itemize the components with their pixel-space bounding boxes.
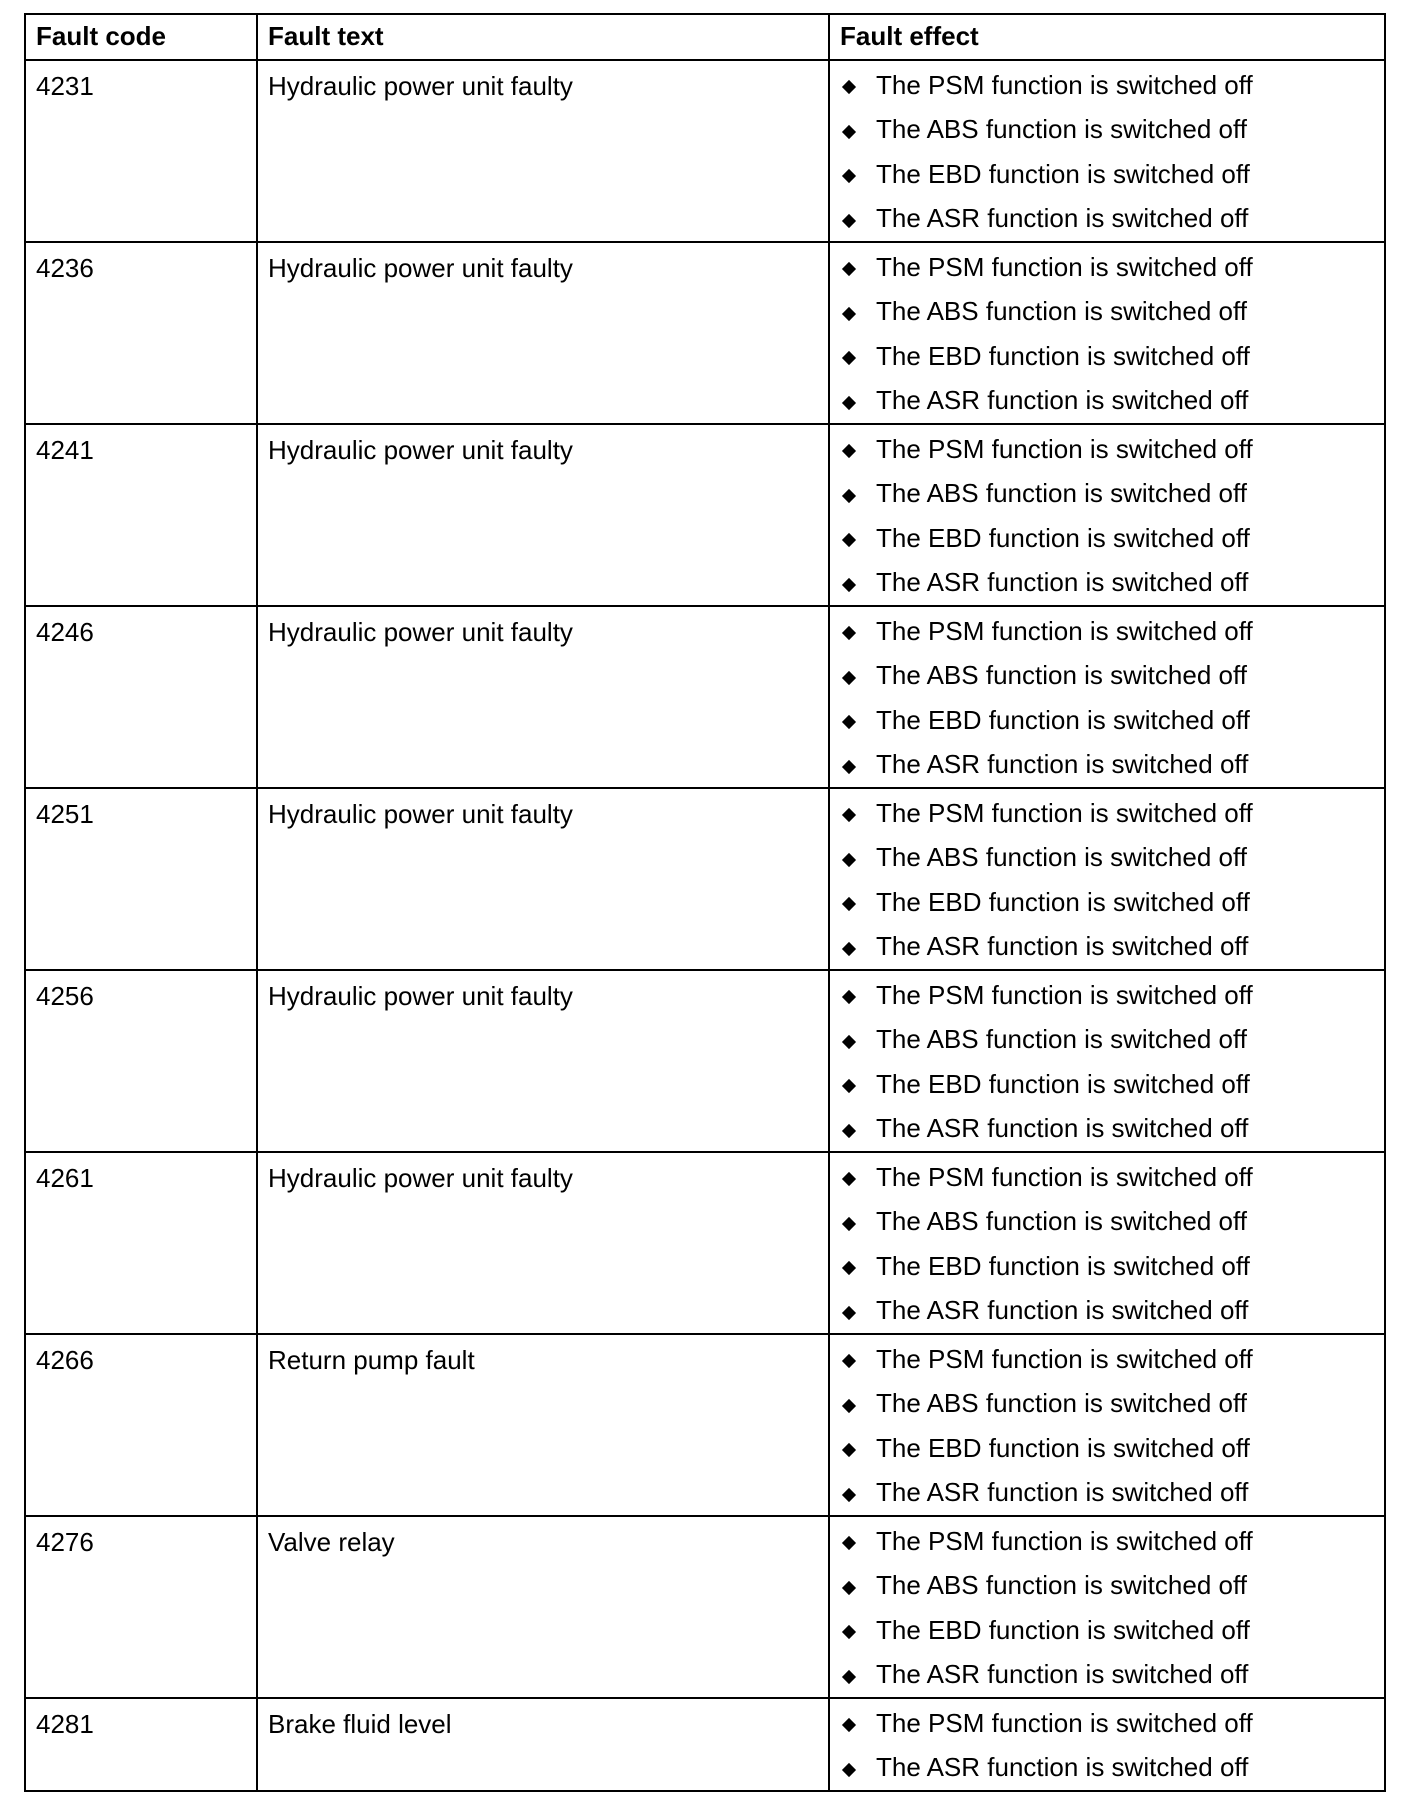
fault-effect-text: The ASR function is switched off <box>876 1113 1249 1144</box>
fault-text-cell: Hydraulic power unit faulty <box>257 788 829 970</box>
fault-effect-item <box>830 1471 1384 1516</box>
diamond-bullet-icon <box>842 853 856 867</box>
fault-code-cell: 4241 <box>25 424 257 606</box>
fault-effect-text: The PSM function is switched off <box>876 251 1253 282</box>
diamond-bullet-icon <box>842 1079 856 1093</box>
fault-effect-list <box>830 1155 1384 1333</box>
fault-text-cell: Hydraulic power unit faulty <box>257 1152 829 1334</box>
fault-effect-item <box>830 1746 1384 1791</box>
fault-effect-item <box>830 197 1384 242</box>
fault-effect-text: The ASR function is switched off <box>876 1477 1249 1508</box>
fault-effect-text: The ABS function is switched off <box>876 114 1247 145</box>
fault-effect-item <box>830 791 1384 836</box>
fault-effect-item <box>830 1155 1384 1200</box>
diamond-bullet-icon <box>842 1399 856 1413</box>
fault-effect-item <box>830 1382 1384 1427</box>
fault-text-cell: Hydraulic power unit faulty <box>257 970 829 1152</box>
diamond-bullet-icon <box>842 1670 856 1684</box>
header-fault-effect: Fault effect <box>829 14 1385 60</box>
fault-effect-item <box>830 973 1384 1018</box>
fault-effect-list <box>830 1337 1384 1515</box>
diamond-bullet-icon <box>842 942 856 956</box>
fault-code-cell: 4281 <box>25 1698 257 1791</box>
diamond-bullet-icon <box>842 1172 856 1186</box>
fault-effect-cell <box>829 788 1385 970</box>
fault-effect-item <box>830 108 1384 153</box>
diamond-bullet-icon <box>842 990 856 1004</box>
fault-text-cell: Hydraulic power unit faulty <box>257 424 829 606</box>
fault-effect-text: The ASR function is switched off <box>876 567 1249 598</box>
fault-effect-cell <box>829 1152 1385 1334</box>
table-row <box>25 60 1385 242</box>
fault-text-cell: Hydraulic power unit faulty <box>257 606 829 788</box>
diamond-bullet-icon <box>842 578 856 592</box>
diamond-bullet-icon <box>842 1035 856 1049</box>
diamond-bullet-icon <box>842 1217 856 1231</box>
fault-effect-cell <box>829 1698 1385 1791</box>
fault-effect-text: The ABS function is switched off <box>876 478 1247 509</box>
fault-effect-text: The ASR function is switched off <box>876 749 1249 780</box>
diamond-bullet-icon <box>842 1536 856 1550</box>
diamond-bullet-icon <box>842 444 856 458</box>
fault-effect-item <box>830 1107 1384 1152</box>
table-row <box>25 1698 1385 1791</box>
fault-effect-text: The PSM function is switched off <box>876 979 1253 1010</box>
fault-effect-text: The ASR function is switched off <box>876 203 1249 234</box>
diamond-bullet-icon <box>842 1354 856 1368</box>
fault-effect-text: The EBD function is switched off <box>876 1068 1250 1099</box>
fault-effect-item <box>830 427 1384 472</box>
fault-effect-item <box>830 1289 1384 1334</box>
fault-effect-item <box>830 561 1384 606</box>
fault-effect-item <box>830 472 1384 517</box>
fault-effect-text: The PSM function is switched off <box>876 1161 1253 1192</box>
fault-effect-item <box>830 1608 1384 1653</box>
fault-effect-text: The EBD function is switched off <box>876 704 1250 735</box>
fault-code-cell: 4231 <box>25 60 257 242</box>
fault-effect-item <box>830 152 1384 197</box>
fault-effect-item <box>830 880 1384 925</box>
fault-code-cell: 4236 <box>25 242 257 424</box>
table-body <box>25 60 1385 1791</box>
diamond-bullet-icon <box>842 1306 856 1320</box>
diamond-bullet-icon <box>842 671 856 685</box>
fault-code-cell: 4276 <box>25 1516 257 1698</box>
fault-effect-text: The ASR function is switched off <box>876 1659 1249 1690</box>
fault-effect-text: The ASR function is switched off <box>876 931 1249 962</box>
fault-effect-list <box>830 973 1384 1151</box>
fault-code-cell: 4256 <box>25 970 257 1152</box>
table-row <box>25 242 1385 424</box>
table-row <box>25 788 1385 970</box>
fault-effect-item <box>830 516 1384 561</box>
diamond-bullet-icon <box>842 80 856 94</box>
fault-effect-text: The EBD function is switched off <box>876 1432 1250 1463</box>
fault-effect-cell <box>829 970 1385 1152</box>
fault-effect-text: The EBD function is switched off <box>876 340 1250 371</box>
fault-effect-text: The ABS function is switched off <box>876 1570 1247 1601</box>
diamond-bullet-icon <box>842 715 856 729</box>
fault-effect-item <box>830 1701 1384 1746</box>
table-row <box>25 424 1385 606</box>
fault-effect-item <box>830 379 1384 424</box>
diamond-bullet-icon <box>842 214 856 228</box>
fault-effect-list <box>830 791 1384 969</box>
fault-effect-cell <box>829 60 1385 242</box>
diamond-bullet-icon <box>842 533 856 547</box>
fault-effect-list <box>830 245 1384 423</box>
fault-effect-item <box>830 1564 1384 1609</box>
fault-effect-item <box>830 1062 1384 1107</box>
fault-effect-item <box>830 1519 1384 1564</box>
fault-code-cell: 4261 <box>25 1152 257 1334</box>
diamond-bullet-icon <box>842 396 856 410</box>
fault-effect-text: The ABS function is switched off <box>876 1024 1247 1055</box>
fault-effect-item <box>830 1337 1384 1382</box>
fault-effect-item <box>830 836 1384 881</box>
fault-effect-text: The EBD function is switched off <box>876 158 1250 189</box>
fault-effect-item <box>830 290 1384 335</box>
fault-effect-text: The ASR function is switched off <box>876 1295 1249 1326</box>
fault-effect-list <box>830 427 1384 605</box>
diamond-bullet-icon <box>842 1625 856 1639</box>
diamond-bullet-icon <box>842 1718 856 1732</box>
table-row <box>25 1516 1385 1698</box>
fault-effect-cell <box>829 424 1385 606</box>
fault-effect-text: The ABS function is switched off <box>876 296 1247 327</box>
fault-effect-item <box>830 245 1384 290</box>
fault-effect-cell <box>829 1334 1385 1516</box>
table-row <box>25 1334 1385 1516</box>
header-fault-code: Fault code <box>25 14 257 60</box>
fault-effect-text: The EBD function is switched off <box>876 886 1250 917</box>
fault-text-cell: Hydraulic power unit faulty <box>257 242 829 424</box>
table-row <box>25 606 1385 788</box>
fault-effect-item <box>830 743 1384 788</box>
fault-code-cell: 4246 <box>25 606 257 788</box>
diamond-bullet-icon <box>842 760 856 774</box>
diamond-bullet-icon <box>842 897 856 911</box>
fault-effect-item <box>830 698 1384 743</box>
fault-effect-text: The EBD function is switched off <box>876 1614 1250 1645</box>
header-fault-text: Fault text <box>257 14 829 60</box>
fault-effect-item <box>830 925 1384 970</box>
diamond-bullet-icon <box>842 169 856 183</box>
fault-effect-item <box>830 1244 1384 1289</box>
fault-effect-item <box>830 63 1384 108</box>
fault-effect-text: The ABS function is switched off <box>876 660 1247 691</box>
table-header-row <box>25 14 1385 60</box>
fault-effect-text: The ASR function is switched off <box>876 1752 1249 1783</box>
fault-effect-list <box>830 63 1384 241</box>
diamond-bullet-icon <box>842 1443 856 1457</box>
fault-text-cell: Hydraulic power unit faulty <box>257 60 829 242</box>
fault-effect-item <box>830 1018 1384 1063</box>
fault-effect-text: The ASR function is switched off <box>876 385 1249 416</box>
fault-text-cell: Brake fluid level <box>257 1698 829 1791</box>
fault-effect-text: The PSM function is switched off <box>876 1707 1253 1738</box>
fault-effect-cell <box>829 1516 1385 1698</box>
fault-text-cell: Valve relay <box>257 1516 829 1698</box>
fault-table <box>24 13 1386 1792</box>
fault-text-cell: Return pump fault <box>257 1334 829 1516</box>
diamond-bullet-icon <box>842 351 856 365</box>
fault-effect-cell <box>829 242 1385 424</box>
fault-effect-text: The PSM function is switched off <box>876 797 1253 828</box>
fault-code-cell: 4266 <box>25 1334 257 1516</box>
diamond-bullet-icon <box>842 626 856 640</box>
fault-effect-text: The PSM function is switched off <box>876 1525 1253 1556</box>
diamond-bullet-icon <box>842 307 856 321</box>
fault-effect-list <box>830 609 1384 787</box>
fault-effect-item <box>830 1426 1384 1471</box>
fault-code-cell: 4251 <box>25 788 257 970</box>
table-row <box>25 1152 1385 1334</box>
fault-effect-text: The ABS function is switched off <box>876 1206 1247 1237</box>
table-row <box>25 970 1385 1152</box>
fault-effect-text: The EBD function is switched off <box>876 1250 1250 1281</box>
fault-effect-text: The PSM function is switched off <box>876 615 1253 646</box>
diamond-bullet-icon <box>842 1488 856 1502</box>
diamond-bullet-icon <box>842 1124 856 1138</box>
diamond-bullet-icon <box>842 808 856 822</box>
fault-effect-item <box>830 1653 1384 1698</box>
diamond-bullet-icon <box>842 262 856 276</box>
fault-effect-list <box>830 1701 1384 1790</box>
diamond-bullet-icon <box>842 489 856 503</box>
fault-effect-list <box>830 1519 1384 1697</box>
fault-effect-cell <box>829 606 1385 788</box>
fault-effect-text: The PSM function is switched off <box>876 433 1253 464</box>
fault-effect-text: The ABS function is switched off <box>876 842 1247 873</box>
fault-effect-text: The ABS function is switched off <box>876 1388 1247 1419</box>
diamond-bullet-icon <box>842 1763 856 1777</box>
fault-effect-item <box>830 334 1384 379</box>
diamond-bullet-icon <box>842 125 856 139</box>
fault-effect-item <box>830 654 1384 699</box>
diamond-bullet-icon <box>842 1261 856 1275</box>
fault-effect-item <box>830 1200 1384 1245</box>
fault-effect-text: The PSM function is switched off <box>876 69 1253 100</box>
fault-effect-text: The EBD function is switched off <box>876 522 1250 553</box>
fault-effect-text: The PSM function is switched off <box>876 1343 1253 1374</box>
diamond-bullet-icon <box>842 1581 856 1595</box>
fault-effect-item <box>830 609 1384 654</box>
